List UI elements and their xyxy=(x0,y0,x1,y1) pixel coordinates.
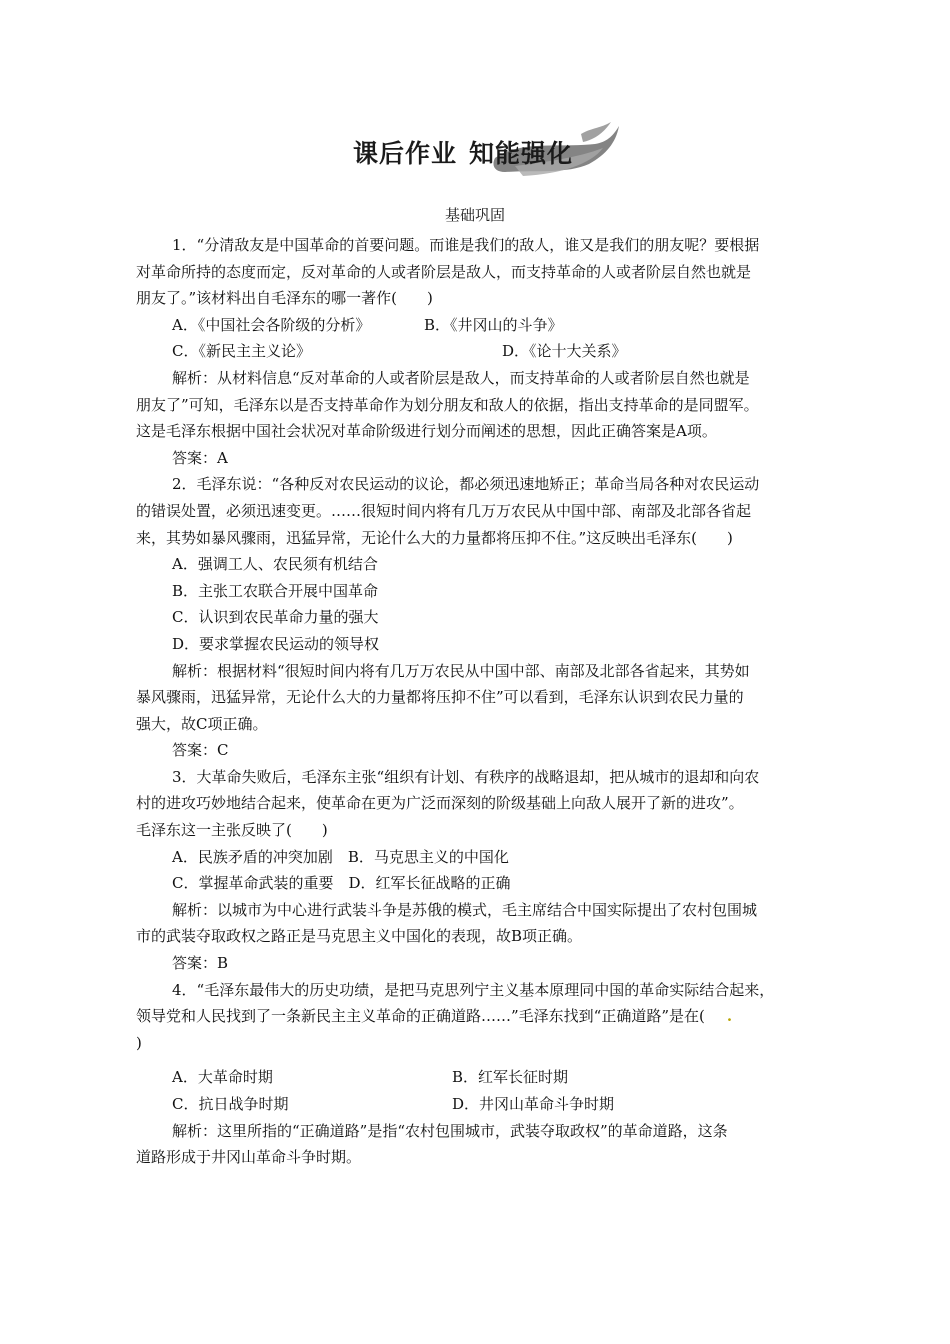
q4-stem-line: 4．“毛泽东最伟大的历史功绩，是把马克思列宁主义基本原理同中国的革命实际结合起来， xyxy=(172,980,775,999)
q4-analysis-line: 道路形成于井冈山革命斗争时期。 xyxy=(136,1148,362,1167)
q2-analysis-line: 暴风骤雨，迅猛异常，无论什么大的力量都将压抑不住”可以看到，毛泽东认识到农民力量的 xyxy=(136,688,744,707)
q1-option-a: A．《中国社会各阶级的分析》 xyxy=(172,315,371,334)
q1-analysis-line: 解析：从材料信息“反对革命的人或者阶层是敌人，而支持革命的人或者阶层自然也就是 xyxy=(172,368,750,387)
q4-stem-line: ) xyxy=(136,1033,142,1052)
q2-stem-line: 的错误处置，必须迅速变更。……很短时间内将有几万万农民从中国中部、南部及北部各省起 xyxy=(136,501,752,520)
q3-analysis-line: 解析：以城市为中心进行武装斗争是苏俄的模式，毛主席结合中国实际提出了农村包围城 xyxy=(172,900,758,919)
q2-stem-line: 来，其势如暴风骤雨，迅猛异常，无论什么大的力量都将压抑不住。”这反映出毛泽东( ) xyxy=(136,528,733,547)
q3-stem-line: 村的进攻巧妙地结合起来，使革命在更为广泛而深刻的阶级基础上向敌人展开了新的进攻”。 xyxy=(136,794,744,813)
q1-option-c: C．《新民主主义论》 xyxy=(172,342,311,361)
q4-stem-line-2 xyxy=(136,1003,856,1030)
q2-option-c: C．认识到农民革命力量的强大 xyxy=(172,608,379,627)
q4-option-c: C．抗日战争时期 xyxy=(172,1095,289,1113)
q2-option-a: A．强调工人、农民须有机结合 xyxy=(172,555,378,574)
q2-analysis-line: 强大，故C项正确。 xyxy=(136,714,268,733)
q2-option-b: B．主张工农联合开展中国革命 xyxy=(172,581,379,600)
header-banner xyxy=(345,118,625,184)
q2-analysis-line: 解析：根据材料“很短时间内将有几万万农民从中国中部、南部及北部各省起来，其势如 xyxy=(172,661,750,680)
page-title: 课后作业 知能强化 xyxy=(353,139,574,168)
q3-option-row: A．民族矛盾的冲突加剧 B．马克思主义的中国化 xyxy=(172,847,509,866)
q4-option-d: D．井冈山革命斗争时期 xyxy=(452,1095,615,1113)
q2-stem-line: 2．毛泽东说：“各种反对农民运动的议论，都必须迅速地矫正；革命当局各种对农民运动 xyxy=(172,475,760,494)
q4-option-row xyxy=(136,1064,856,1091)
q1-stem-line: 对革命所持的态度而定，反对革命的人或者阶层是敌人，而支持革命的人或者阶层自然也就是 xyxy=(136,262,752,281)
q4-analysis-line: 解析：这里所指的“正确道路”是指“农村包围城市，武装夺取政权”的革命道路，这条 xyxy=(172,1121,728,1140)
q1-option-d: D．《论十大关系》 xyxy=(502,342,627,361)
q1-analysis-line: 这是毛泽东根据中国社会状况对革命阶级进行划分而阐述的思想，因此正确答案是A项。 xyxy=(136,422,717,441)
q2-option-d: D．要求掌握农民运动的领导权 xyxy=(172,634,380,653)
section-title: 基础巩固 xyxy=(444,206,505,224)
question-content xyxy=(136,232,856,1171)
q1-stem-line: 朋友了。”该材料出自毛泽东的哪一著作( ) xyxy=(136,289,433,308)
q1-option-row xyxy=(136,312,856,339)
stray-dot-mark: . xyxy=(726,1007,733,1026)
q4-stem-text: 领导党和人民找到了一条新民主主义革命的正确道路……”毛泽东找到“正确道路”是在( xyxy=(136,1007,705,1026)
q4-option-a: A．大革命时期 xyxy=(172,1068,273,1087)
q3-stem-line: 毛泽东这一主张反映了( ) xyxy=(136,821,328,840)
q1-option-row xyxy=(136,338,856,365)
q1-answer: 答案：A xyxy=(172,448,228,467)
q3-analysis-line: 市的武装夺取政权之路正是马克思主义中国化的表现，故B项正确。 xyxy=(136,927,583,946)
q3-option-row: C．掌握革命武装的重要 D．红军长征战略的正确 xyxy=(172,874,511,893)
q3-answer: 答案：B xyxy=(172,954,229,973)
q4-option-row xyxy=(136,1091,856,1118)
q1-analysis-line: 朋友了”可知，毛泽东以是否支持革命作为划分朋友和敌人的依据，指出支持革命的是同盟军。 xyxy=(136,395,759,414)
q1-stem-line: 1．“分清敌友是中国革命的首要问题。而谁是我们的敌人，谁又是我们的朋友呢？要根据 xyxy=(172,236,760,254)
q2-answer: 答案：C xyxy=(172,741,229,760)
q1-option-b: B．《井冈山的斗争》 xyxy=(424,315,563,334)
q3-stem-line: 3．大革命失败后，毛泽东主张“组织有计划、有秩序的战略退却，把从城市的退却和向农 xyxy=(172,767,760,786)
q4-option-b: B．红军长征时期 xyxy=(452,1068,569,1087)
